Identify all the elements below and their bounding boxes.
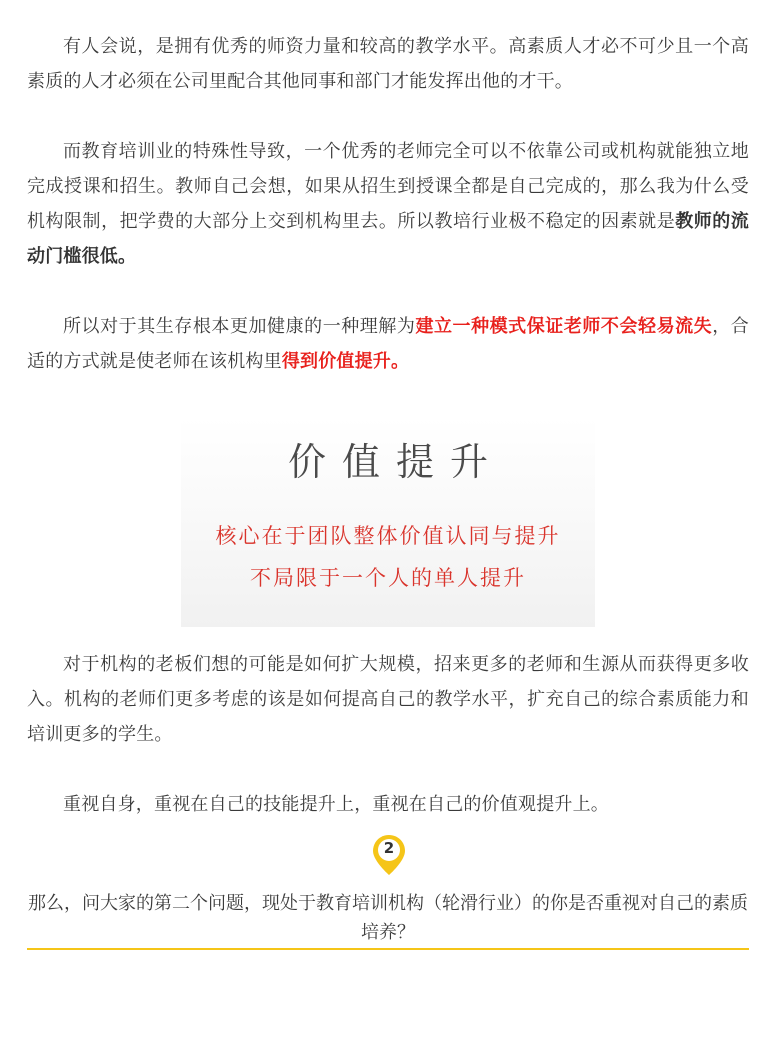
paragraph-3-highlight-b: 得到价值提升。	[281, 351, 410, 372]
article-body	[27, 29, 749, 822]
paragraph-1: 有人会说，是拥有优秀的师资力量和较高的教学水平。高素质人才必不可少且一个高素质的人才必须在公司里配合其他同事和部门才能发挥出他的才干。	[27, 36, 749, 92]
paragraph-3-highlight-a: 建立一种模式保证老师不会轻易流失	[415, 316, 713, 337]
image-title: 价值提升	[287, 440, 504, 484]
paragraph-3	[27, 309, 749, 379]
image-caption-line-1: 核心在于团队整体价值认同与提升	[215, 524, 561, 548]
section-number: 2	[383, 839, 395, 857]
paragraph-3-text-b: ，合适的方式就是使老师在该机构里	[27, 316, 749, 372]
paragraph-2	[27, 134, 749, 274]
section-number-marker	[372, 834, 406, 876]
question-underline	[27, 948, 749, 950]
value-upgrade-image	[181, 417, 595, 627]
paragraph-4: 对于机构的老板们想的可能是如何扩大规模，招来更多的老师和生源从而获得更多收入。机构的老师们更多考虑的该是如何提高自己的教学水平，扩充自己的综合素质能力和培训更多的学生。	[27, 654, 749, 745]
paragraph-2-bold: 教师的流动门槛很低。	[27, 211, 749, 267]
paragraph-3-text-a: 所以对于其生存根本更加健康的一种理解为	[63, 316, 416, 337]
second-question: 那么，问大家的第二个问题，现处于教育培训机构（轮滑行业）的你是否重视对自己的素质培养？	[28, 893, 748, 943]
paragraph-2-text: 而教育培训业的特殊性导致，一个优秀的老师完全可以不依靠公司或机构就能独立地完成授课和招生。教师自己会想，如果从招生到授课全都是自己完成的，那么我为什么受机构限制，把学费的大部分上交到机构里去。所以教培行业极不稳定的因素就是	[27, 141, 749, 232]
image-caption-line-2: 不局限于一个人的单人提升	[250, 566, 526, 590]
paragraph-5: 重视自身，重视在自己的技能提升上，重视在自己的价值观提升上。	[63, 794, 609, 815]
